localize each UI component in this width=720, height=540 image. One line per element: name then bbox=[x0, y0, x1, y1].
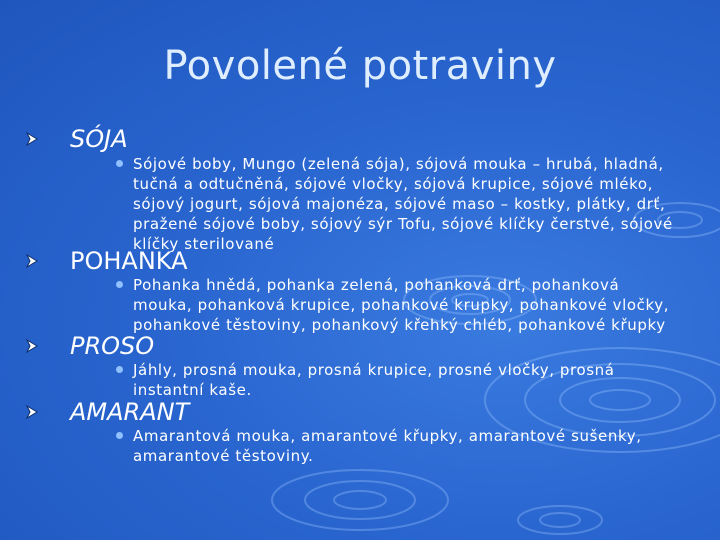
slide-title: Povolené potraviny bbox=[163, 43, 557, 89]
dot-bullet-icon bbox=[116, 432, 123, 439]
arrow-bullet-icon bbox=[24, 253, 40, 269]
arrow-bullet-icon bbox=[24, 131, 40, 147]
section-heading: POHANKA bbox=[70, 247, 188, 275]
section-text: Pohanka hnědá, pohanka zelená, pohanková drť, pohanková mouka, pohanková krupice, pohankové krupky, pohankové vločky, pohankové těstoviny, pohankový křehký chléb, pohankové křupky bbox=[133, 276, 670, 334]
arrow-bullet-icon bbox=[24, 338, 40, 354]
arrow-bullet-icon bbox=[24, 404, 40, 420]
section-heading: SÓJA bbox=[70, 125, 128, 153]
dot-bullet-icon bbox=[116, 281, 123, 288]
section-text: Jáhly, prosná mouka, prosná krupice, prosné vločky, prosná instantní kaše. bbox=[133, 361, 615, 399]
dot-bullet-icon bbox=[116, 160, 123, 167]
dot-bullet-icon bbox=[116, 366, 123, 373]
section-heading: AMARANT bbox=[70, 398, 190, 426]
section-heading: PROSO bbox=[70, 332, 155, 360]
section-text: Sójové boby, Mungo (zelená sója), sójová mouka – hrubá, hladná, tučná a odtučněná, sójové vločky, sójová krupice, sójové mléko, sójový jogurt, sójová majonéza, sójové maso – kostky, plátky, drť, pražené sójové boby, sójový sýr Tofu, sójové klíčky čerstvé, sójové klíčky sterilované bbox=[133, 155, 673, 253]
section-text: Amarantová mouka, amarantové křupky, amarantové sušenky, amarantové těstoviny. bbox=[133, 427, 642, 465]
